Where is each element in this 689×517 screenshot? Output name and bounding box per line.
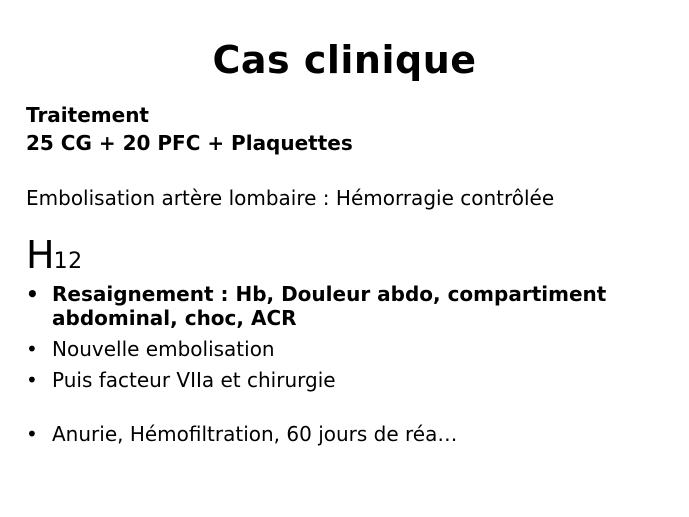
list-item-text: Resaignement : Hb, Douleur abdo, compartiment abdominal, choc, ACR — [52, 282, 607, 330]
slide-title: Cas clinique — [212, 38, 477, 82]
bullet-icon: • — [26, 337, 38, 361]
time-number: 12 — [53, 249, 83, 274]
list-item — [26, 282, 666, 330]
embolization-line: Embolisation artère lombaire : Hémorragie contrôlée — [26, 186, 555, 210]
bullet-icon: • — [26, 368, 38, 392]
list-item-text: Nouvelle embolisation — [52, 337, 275, 361]
time-letter: H — [26, 233, 54, 277]
list-item-text: Anurie, Hémofiltration, 60 jours de réa… — [52, 422, 458, 446]
time-marker — [26, 232, 83, 285]
treatment-heading: Traitement — [26, 103, 149, 127]
treatment-text: 25 CG + 20 PFC + Plaquettes — [26, 131, 353, 155]
list-item — [26, 368, 666, 392]
list-item-text: Puis facteur VIIa et chirurgie — [52, 368, 336, 392]
bullet-list — [26, 282, 666, 453]
list-item — [26, 422, 666, 446]
list-item — [26, 337, 666, 361]
bullet-icon: • — [26, 422, 38, 446]
bullet-icon: • — [26, 282, 39, 306]
